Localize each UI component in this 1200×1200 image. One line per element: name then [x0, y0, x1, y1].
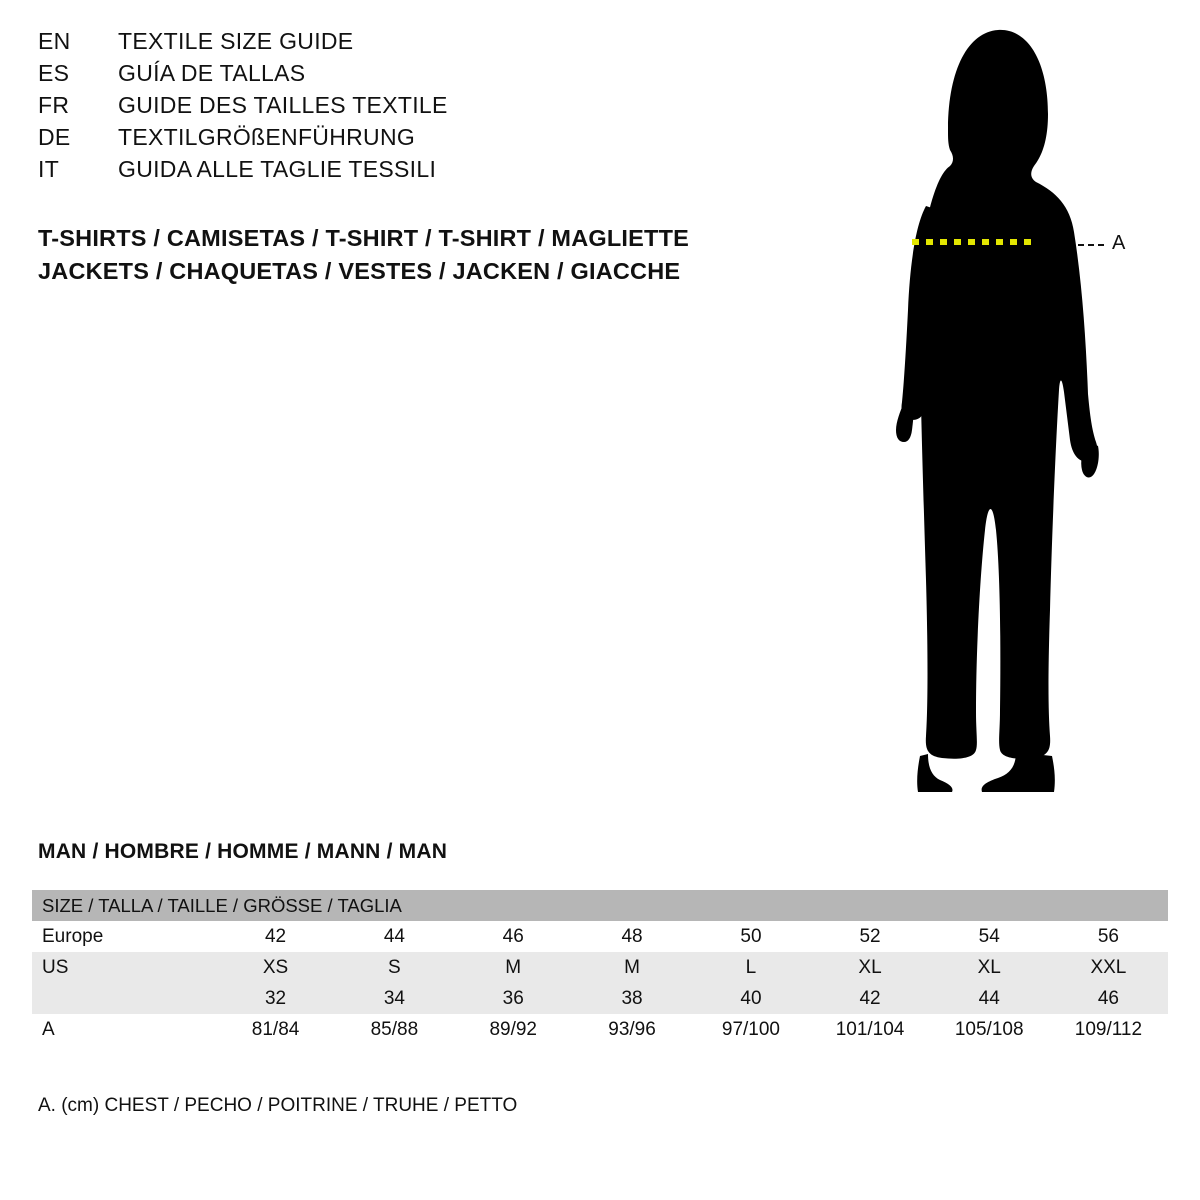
table-cell: XL: [810, 952, 929, 983]
table-cell: 38: [573, 983, 692, 1014]
man-section-title: MAN / HOMBRE / HOMME / MANN / MAN: [38, 840, 448, 863]
table-cell: 56: [1049, 921, 1168, 952]
table-cell: 109/112: [1049, 1014, 1168, 1045]
language-text: GUIDE DES TAILLES TEXTILE: [118, 92, 448, 118]
language-row: [38, 60, 738, 92]
table-cell: 50: [691, 921, 810, 952]
row-label: A: [32, 1014, 216, 1045]
table-cell: 42: [216, 921, 335, 952]
table-cell: 32: [216, 983, 335, 1014]
table-cell: XXL: [1049, 952, 1168, 983]
language-row: [38, 28, 738, 60]
table-cell: 105/108: [930, 1014, 1049, 1045]
table-cell: M: [454, 952, 573, 983]
table-cell: 34: [335, 983, 454, 1014]
language-code: DE: [38, 124, 71, 150]
chest-measure-footnote: A. (cm) CHEST / PECHO / POITRINE / TRUHE / PETTO: [38, 1095, 518, 1116]
table-row: [32, 983, 1168, 1014]
language-text: GUÍA DE TALLAS: [118, 60, 306, 86]
table-cell: M: [573, 952, 692, 983]
table-cell: 36: [454, 983, 573, 1014]
table-row: [32, 952, 1168, 983]
category-list: [38, 222, 798, 288]
table-cell: 46: [1049, 983, 1168, 1014]
language-row: [38, 124, 738, 156]
body-silhouette-figure: [820, 10, 1180, 800]
table-cell: 44: [930, 983, 1049, 1014]
category-line-tshirts: T-SHIRTS / CAMISETAS / T-SHIRT / T-SHIRT / MAGLIETTE: [38, 225, 689, 251]
size-header-label: SIZE / TALLA / TAILLE / GRÖSSE / TAGLIA: [32, 890, 1168, 921]
row-label: Europe: [32, 921, 216, 952]
language-list: [38, 28, 738, 188]
table-cell: L: [691, 952, 810, 983]
table-cell: 52: [810, 921, 929, 952]
measure-label-a: A: [1112, 232, 1126, 254]
row-label: [32, 983, 216, 1014]
language-code: ES: [38, 60, 70, 86]
language-row: [38, 92, 738, 124]
table-row: [32, 921, 1168, 952]
table-cell: 81/84: [216, 1014, 335, 1045]
language-text: GUIDA ALLE TAGLIE TESSILI: [118, 156, 437, 182]
table-cell: 46: [454, 921, 573, 952]
table-cell: 54: [930, 921, 1049, 952]
table-cell: 93/96: [573, 1014, 692, 1045]
table-cell: S: [335, 952, 454, 983]
size-table: [32, 890, 1168, 1045]
language-code: IT: [38, 156, 60, 182]
table-row: [32, 1014, 1168, 1045]
table-header-row: [32, 890, 1168, 921]
category-line-jackets: JACKETS / CHAQUETAS / VESTES / JACKEN / GIACCHE: [38, 258, 681, 284]
table-cell: 48: [573, 921, 692, 952]
table-cell: 97/100: [691, 1014, 810, 1045]
table-cell: XL: [930, 952, 1049, 983]
table-cell: XS: [216, 952, 335, 983]
measure-leader-line: [1078, 244, 1104, 246]
language-text: TEXTILGRÖßENFÜHRUNG: [118, 124, 416, 150]
table-cell: 101/104: [810, 1014, 929, 1045]
language-code: EN: [38, 28, 71, 54]
male-silhouette-icon: [820, 10, 1180, 800]
table-cell: 44: [335, 921, 454, 952]
language-text: TEXTILE SIZE GUIDE: [118, 28, 354, 54]
table-cell: 40: [691, 983, 810, 1014]
table-cell: 89/92: [454, 1014, 573, 1045]
table-cell: 42: [810, 983, 929, 1014]
language-code: FR: [38, 92, 70, 118]
table-cell: 85/88: [335, 1014, 454, 1045]
row-label: US: [32, 952, 216, 983]
language-row: [38, 156, 738, 188]
